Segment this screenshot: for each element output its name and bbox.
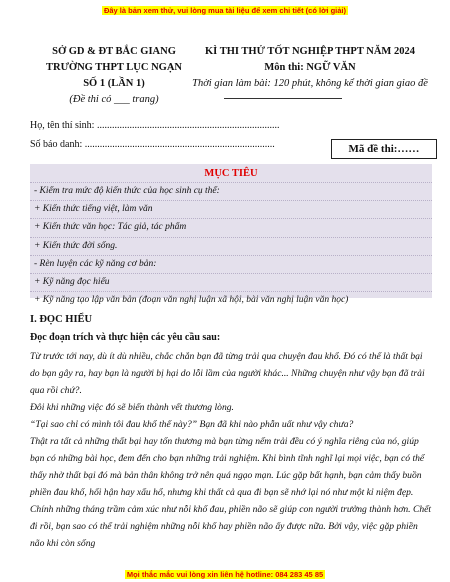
- objective-item: - Kiểm tra mức độ kiến thức của học sinh cụ thể:: [30, 182, 432, 200]
- objective-item: + Kỹ năng tạo lập văn bản (đoạn văn nghị luận xã hội, bài văn nghị luận văn học): [30, 291, 432, 309]
- objective-item: + Kỹ năng đọc hiểu: [30, 273, 432, 291]
- subject-line: Môn thi: NGỮ VĂN: [264, 62, 356, 73]
- exam-title: KÌ THI THỬ TỐT NGHIỆP THPT NĂM 2024: [205, 46, 415, 57]
- objectives-box: [30, 164, 432, 306]
- preview-banner-text: Đây là bản xem thử, vui lòng mua tài liệu để xem chi tiết (có lời giải): [103, 6, 347, 15]
- exam-round: SỐ 1 (LẦN 1): [83, 78, 145, 89]
- objective-item: + Kiến thức tiếng việt, làm văn: [30, 200, 432, 218]
- section-heading: I. ĐỌC HIỂU: [30, 314, 93, 325]
- hotline-banner: [0, 570, 450, 579]
- preview-banner: [0, 6, 450, 15]
- passage-paragraph: Đôi khi những việc đó sẽ biến thành vết thương lòng.: [30, 402, 234, 413]
- hotline-banner-text: Mọi thắc mắc vui lòng xin liên hệ hotline: 084 283 45 85: [126, 570, 324, 579]
- objective-item: + Kiến thức đời sống.: [30, 237, 432, 255]
- school-name: TRƯỜNG THPT LỤC NGẠN: [45, 62, 183, 73]
- objective-item: + Kiến thức văn học: Tác giả, tác phẩm: [30, 218, 432, 236]
- objectives-title: MỤC TIÊU: [204, 168, 258, 179]
- exam-header: [176, 44, 444, 92]
- passage-paragraph: “Tại sao chỉ có mình tôi đau khổ thế này?” Bạn đã khi nào phẫn uất như vậy chưa?: [30, 419, 354, 430]
- passage-paragraph: Thật ra tất cả những thất bại hay tổn thương mà bạn từng nếm trải đều có ý nghĩa riêng của nó, giúp bạn có những bài học, đem đến cho bạn những trải nghiệm. Khi bình tĩnh nghĩ lại mọi việc, bạn có thể thấy nhờ thất bại đó mà bản thân không trở nên quá ngạo mạn. Lúc gặp bất hạnh, bạn cảm thấy buồn phiền đau khổ, hối hận hay xấu hổ, nhưng khi thất cả qua đi bạn sẽ nhớ lại nó như một kỉ niệm đẹp.: [30, 436, 425, 498]
- candidate-name-line: Họ, tên thí sinh: .........................................................................: [30, 120, 280, 131]
- page-count-note: (Đề thi có ___ trang): [69, 94, 159, 105]
- exam-code-box: Mã đề thi:……: [331, 139, 437, 159]
- objective-item: - Rèn luyện các kỹ năng cơ bản:: [30, 255, 432, 273]
- passage-paragraph: Chính những tháng trầm cảm xúc như nỗi khổ đau, phiền não sẽ giúp con người trưởng thành hơn. Chết đi rồi, bạn sao có thể trải nghiệm những nỗi khổ hay phiền não ấy được nữa. Bởi vậy, việc gặp phiền não khi còn sống: [30, 504, 432, 549]
- department-name: SỞ GD & ĐT BẮC GIANG: [52, 46, 176, 57]
- candidate-id-line: Số báo danh: ............................................................................: [30, 139, 275, 150]
- header-rule: [224, 98, 342, 99]
- time-limit: Thời gian làm bài: 120 phút, không kể thời gian giao đề: [192, 78, 428, 89]
- passage-paragraph: Từ trước tới nay, dù ít dù nhiều, chắc chắn bạn đã từng trải qua chuyện đau khổ. Đó có thể là thất bại do bạn gây ra, hay bạn là người bị hại do lỗi lầm của người khác... Những chuyện như vậy bạn đã trải qua rồi chứ?.: [30, 351, 425, 396]
- section-instruction: Đọc đoạn trích và thực hiện các yêu cầu sau:: [30, 332, 221, 343]
- reading-passage: [30, 348, 432, 552]
